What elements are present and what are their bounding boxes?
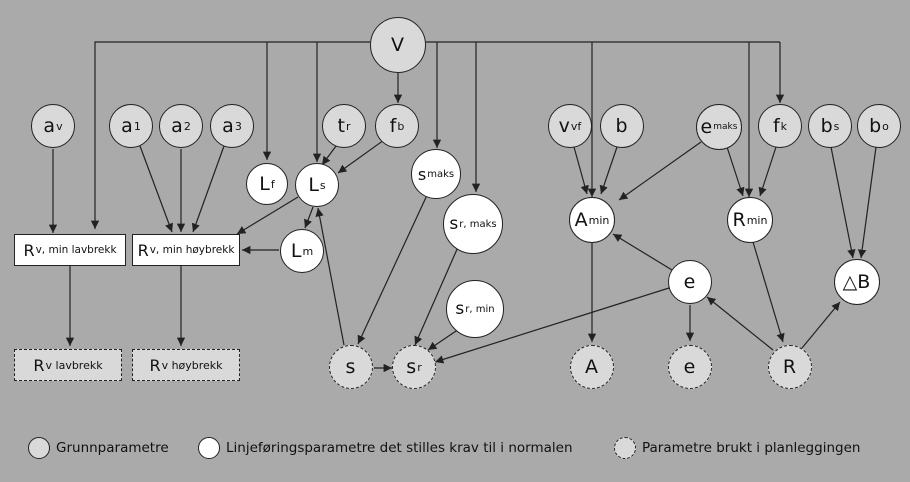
node-Rvlav2-label: R (33, 355, 45, 375)
edge-vvf-Amin (574, 147, 587, 194)
node-sr-label: s (406, 356, 417, 378)
node-Lf-sub: f (270, 177, 275, 191)
node-A-label: A (585, 356, 598, 378)
node-bs (808, 104, 852, 148)
edge-e-Amin (613, 234, 672, 270)
node-V-label: V (391, 34, 404, 56)
edge-smaks-s (358, 193, 428, 344)
edge-Rmin-R (753, 242, 783, 342)
node-R (768, 345, 812, 389)
node-a1-label: a (121, 115, 133, 137)
node-srmaks-sub: r, maks (459, 218, 497, 230)
node-Rvhoy-label: R (137, 240, 149, 260)
node-fk-sub: k (780, 119, 788, 133)
node-Rvlav2-sub: v lavbrekk (45, 358, 103, 372)
node-a3-sub: 3 (234, 119, 242, 133)
node-tr (322, 104, 366, 148)
node-vvf (548, 104, 592, 148)
edge-emaks-Rmin (727, 147, 743, 196)
node-sr-sub: r (417, 360, 422, 374)
node-Lm-sub: m (302, 244, 314, 258)
node-b (600, 104, 644, 148)
node-emaks-label: e (700, 116, 713, 138)
node-bo (857, 104, 901, 148)
node-e2 (668, 345, 712, 389)
node-s (329, 345, 373, 389)
node-A (570, 345, 614, 389)
node-bo-sub: o (882, 119, 889, 133)
node-smaks (411, 149, 461, 199)
node-Ls-sub: s (319, 178, 326, 192)
node-Rvlav2 (14, 349, 122, 381)
node-bs-label: b (820, 115, 833, 137)
legend (0, 437, 910, 467)
edge-fk-Rmin (760, 147, 776, 196)
legend-label-plan: Parametre brukt i planleggingen (642, 440, 861, 456)
node-srmin-label: s (455, 299, 465, 319)
node-Rvhoy-sub: v, min høybrekk (149, 244, 235, 256)
node-Rvhoy (132, 234, 240, 266)
node-Amin-sub: min (588, 213, 610, 227)
node-Rvhoy2-sub: v høybrekk (161, 358, 223, 372)
edge-R-e (707, 297, 773, 350)
node-srmin (446, 280, 504, 338)
legend-label-grunn: Grunnparametre (56, 440, 169, 456)
node-vvf-label: v (558, 115, 570, 137)
node-Lm-label: L (290, 240, 302, 262)
node-a3 (210, 104, 254, 148)
node-vvf-sub: vf (570, 119, 582, 133)
node-smaks-sub: maks (427, 168, 455, 180)
node-Ls-label: L (308, 174, 319, 196)
node-fk (758, 104, 802, 148)
legend-item-grunn (28, 437, 169, 459)
node-a2-label: a (171, 115, 183, 137)
node-Lf (246, 163, 288, 205)
legend-item-linje (198, 437, 573, 459)
edge-bo-dB (861, 147, 876, 258)
node-Rvlav (14, 234, 126, 266)
edge-emaks-Amin (619, 142, 701, 200)
node-bo-label: b (869, 115, 882, 137)
node-Rvlav-sub: v, min lavbrekk (35, 244, 117, 256)
node-bs-sub: s (833, 119, 840, 133)
edge-tr-Ls (322, 146, 336, 165)
node-e-label: e (683, 271, 696, 293)
node-tr-label: t (337, 115, 345, 137)
edge-Ls-Lm (305, 207, 313, 228)
node-emaks-sub: maks (713, 122, 738, 132)
node-dB (834, 259, 880, 305)
node-a2-sub: 2 (183, 119, 191, 133)
edge-bs-dB (831, 147, 853, 258)
node-Amin-label: A (574, 209, 588, 231)
node-av-label: a (43, 115, 56, 137)
node-srmaks-label: s (449, 214, 459, 234)
node-Rmin-sub: min (746, 213, 768, 227)
legend-label-linje: Linjeføringsparametre det stilles krav til i normalen (226, 440, 573, 456)
node-sr (392, 345, 436, 389)
legend-swatch-grunn (28, 437, 50, 459)
node-av (31, 104, 75, 148)
node-V (370, 17, 426, 73)
node-Amin (569, 197, 615, 243)
edge-b-Amin (601, 147, 617, 194)
node-smaks-label: s (417, 164, 427, 184)
node-s-label: s (345, 356, 356, 378)
node-R-label: R (782, 356, 797, 378)
node-Rmin (727, 197, 773, 243)
legend-swatch-linje (198, 437, 220, 459)
legend-swatch-plan (614, 437, 636, 459)
node-Lm (280, 229, 324, 273)
node-e (668, 260, 712, 304)
node-a3-label: a (222, 115, 234, 137)
node-Rvhoy2-label: R (149, 355, 161, 375)
edge-a1-Rvhoy (140, 146, 172, 232)
node-Rvhoy2 (132, 349, 240, 381)
node-fb-label: f (389, 115, 397, 137)
node-tr-sub: r (345, 119, 351, 133)
node-a2 (159, 104, 203, 148)
node-a1-sub: 1 (133, 119, 141, 133)
node-fb-sub: b (397, 119, 405, 133)
node-dB-label: △B (842, 271, 871, 293)
node-av-sub: v (56, 119, 63, 133)
node-emaks (696, 104, 742, 150)
node-Rmin-label: R (732, 209, 746, 231)
node-Rvlav-label: R (23, 240, 35, 260)
edge-a3-Rvhoy (193, 146, 224, 232)
node-a1 (109, 104, 153, 148)
node-srmin-sub: r, min (465, 303, 495, 315)
node-Ls (295, 163, 339, 207)
legend-item-plan (614, 437, 860, 459)
node-Lf-label: L (259, 173, 270, 195)
edge-s-Ls (318, 208, 344, 345)
node-fk-label: f (772, 115, 780, 137)
edge-R-dB (802, 302, 840, 348)
node-b-label: b (615, 115, 628, 137)
node-e2-label: e (683, 356, 696, 378)
node-fb (375, 104, 419, 148)
node-srmaks (443, 194, 503, 254)
